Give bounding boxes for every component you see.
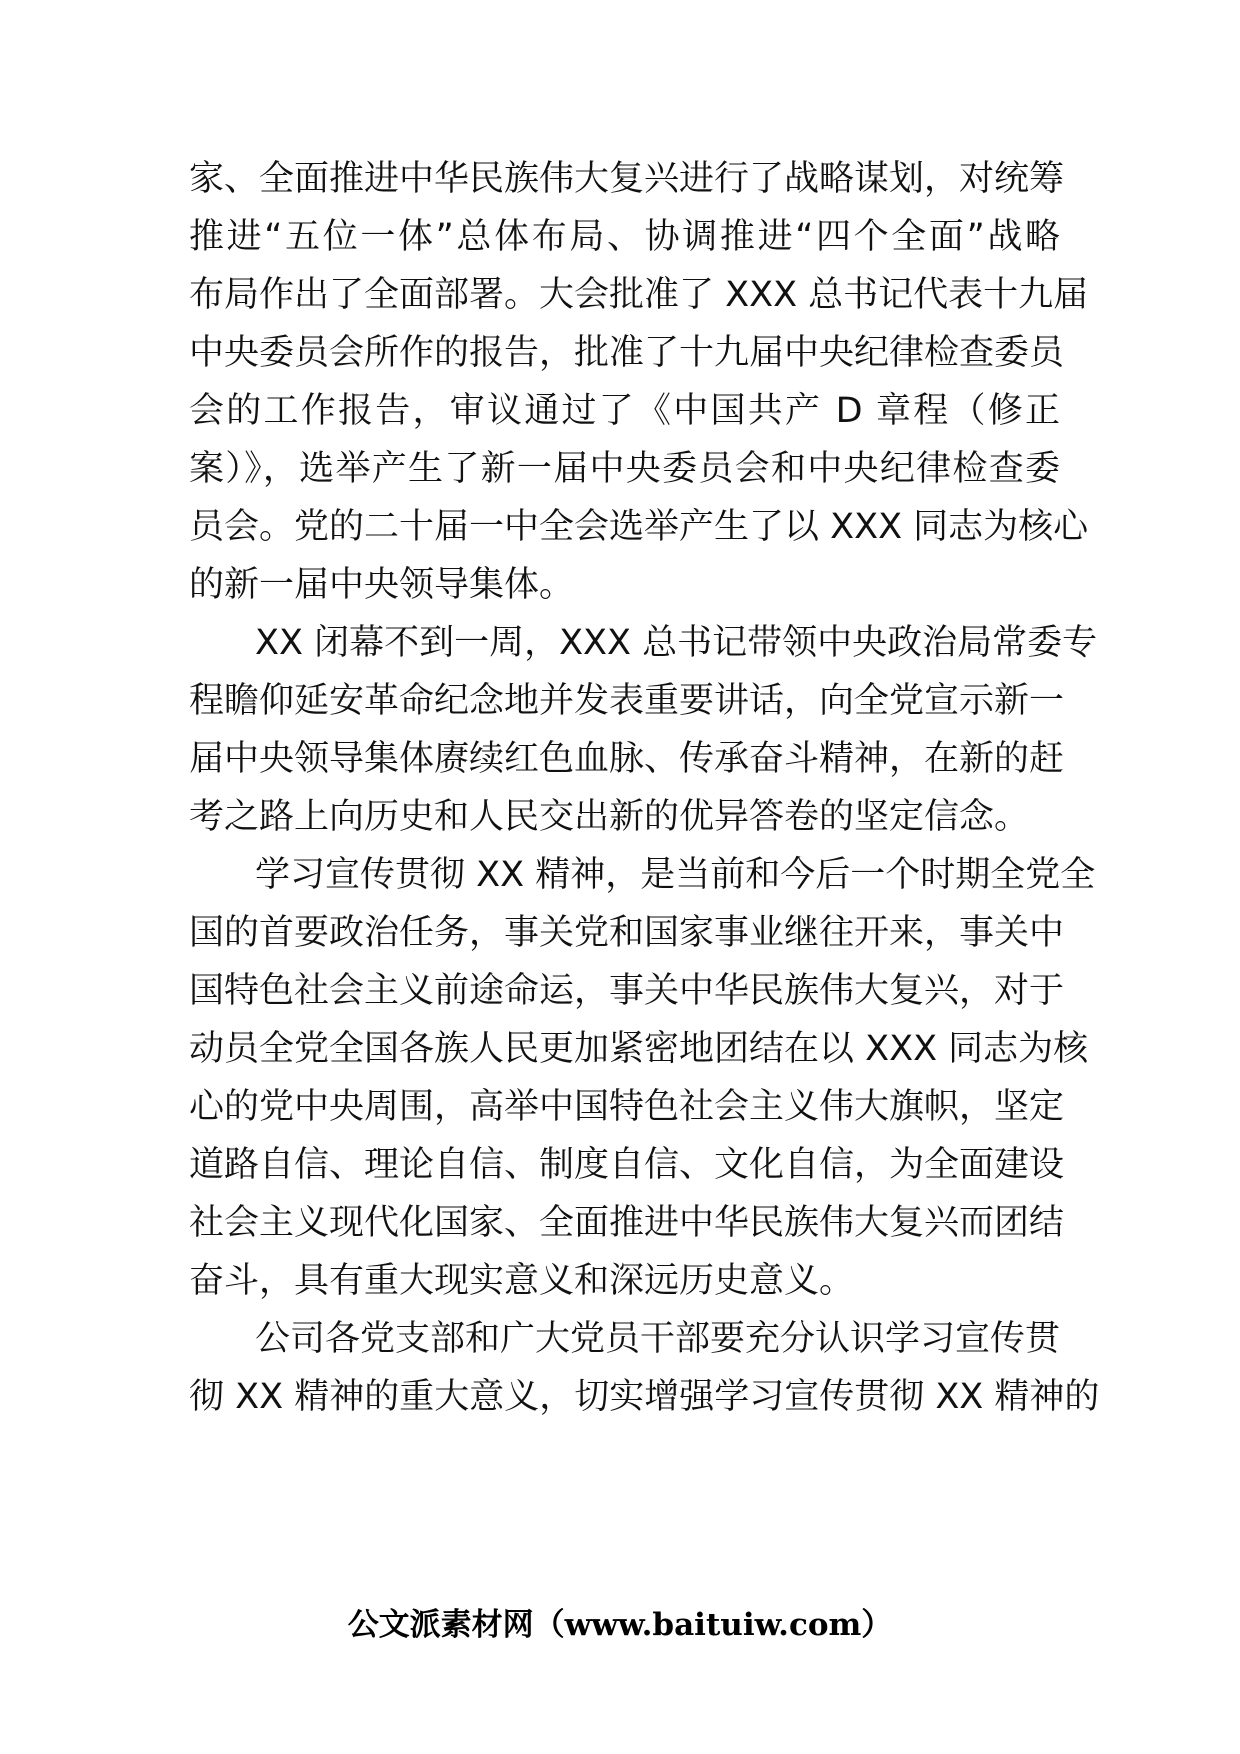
text-line: 国的首要政治任务，事关党和国家事业继往开来，事关中 [189,913,1065,953]
text-line: 员会。党的二十届一中全会选举产生了以 XXX 同志为核心 [189,507,1089,547]
text-line: 届中央领导集体赓续红色血脉、传承奋斗精神，在新的赶 [189,739,1065,779]
footer-watermark: 公文派素材网（www.baituiw.com） [347,1607,893,1643]
text-line: 家、全面推进中华民族伟大复兴进行了战略谋划，对统筹 [189,159,1065,199]
text-line: 程瞻仰延安革命纪念地并发表重要讲话，向全党宣示新一 [189,681,1065,721]
text-line: 心的党中央周围，高举中国特色社会主义伟大旗帜，坚定 [189,1087,1065,1127]
text-line: 动员全党全国各族人民更加紧密地团结在以 XXX 同志为核 [189,1029,1089,1069]
text-line: 会的工作报告，审议通过了《中国共产 D 章程（修正 [189,391,1060,431]
text-line: 的新一届中央领导集体。 [189,565,575,605]
text-line: 道路自信、理论自信、制度自信、文化自信，为全面建设 [189,1145,1065,1185]
text-line: 考之路上向历史和人民交出新的优异答卷的坚定信念。 [189,797,1030,837]
text-line: 推进“五位一体”总体布局、协调推进“四个全面”战略 [189,217,1060,257]
paragraph-first-line: 学习宣传贯彻 XX 精神，是当前和今后一个时期全党全 [255,855,1096,895]
text-line: 社会主义现代化国家、全面推进中华民族伟大复兴而团结 [189,1203,1065,1243]
text-line: 布局作出了全面部署。大会批准了 XXX 总书记代表十九届 [189,275,1089,315]
text-line: 案）》，选举产生了新一届中央委员会和中央纪律检查委 [189,449,1060,489]
text-line: 国特色社会主义前途命运，事关中华民族伟大复兴，对于 [189,971,1065,1011]
text-line: 中央委员会所作的报告，批准了十九届中央纪律检查委员 [189,333,1065,373]
text-line: 奋斗，具有重大现实意义和深远历史意义。 [189,1261,855,1301]
paragraph-first-line: XX 闭幕不到一周，XXX 总书记带领中央政治局常委专 [255,623,1098,663]
text-line: 彻 XX 精神的重大意义，切实增强学习宣传贯彻 XX 精神的 [189,1377,1100,1417]
paragraph-first-line: 公司各党支部和广大党员干部要充分认识学习宣传贯 [255,1319,1061,1359]
